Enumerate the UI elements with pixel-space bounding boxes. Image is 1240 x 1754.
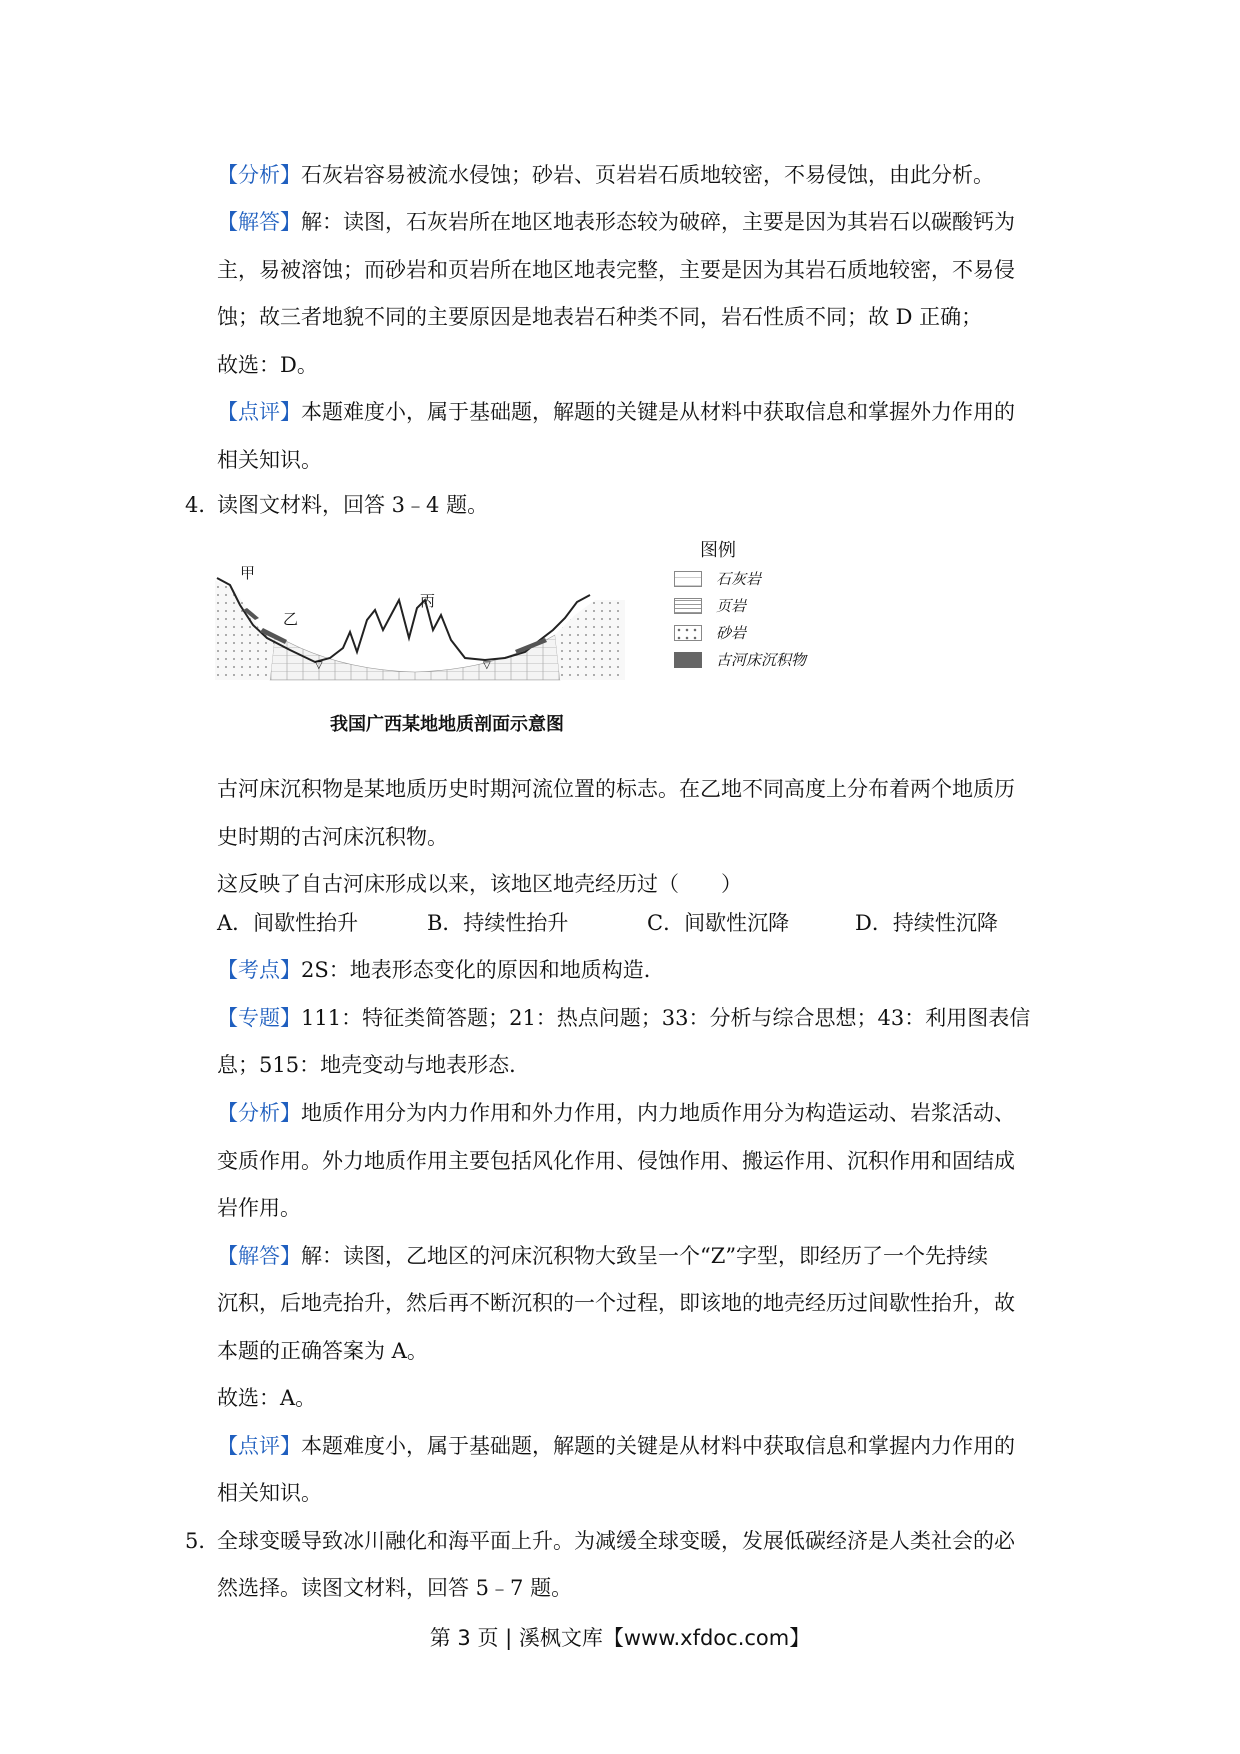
- label-yi: 乙: [283, 610, 299, 628]
- q4-comment-line-1: 【点评】本题难度小，属于基础题，解题的关键是从材料中获取信息和掌握内力作用的: [217, 1434, 1015, 1458]
- legend-swatch-sandstone: [674, 625, 702, 641]
- legend-sandstone: 砂岩: [716, 624, 747, 642]
- q4-answer-line-1: 【解答】解：读图，乙地区的河床沉积物大致呈一个“Z”字型，即经历了一个先持续: [217, 1244, 989, 1268]
- q4-text-line-2: 史时期的古河床沉积物。: [217, 825, 448, 849]
- option-a: A．间歇性抬升: [217, 911, 359, 935]
- comment-tag: 【点评】: [217, 400, 301, 424]
- analysis-tag: 【分析】: [217, 1101, 301, 1125]
- q3-answer-line-2: 主，易被溶蚀；而砂岩和页岩所在地区地表完整，主要是因为其岩石质地较密，不易侵: [217, 258, 1015, 282]
- river-marker-2: ▽: [483, 660, 491, 671]
- answer-tag: 【解答】: [217, 210, 301, 234]
- comment-tag: 【点评】: [217, 1434, 301, 1458]
- q4-choice: 故选：A。: [217, 1386, 317, 1410]
- q4-zhuanti-line-2: 息；515：地壳变动与地表形态．: [217, 1053, 531, 1077]
- q5-number: 5．: [185, 1529, 220, 1553]
- q4-zhuanti-line-1: 【专题】111：特征类简答题；21：热点问题；33：分析与综合思想；43：利用图表信: [217, 1006, 1031, 1030]
- q4-answer-line-2: 沉积，后地壳抬升，然后再不断沉积的一个过程，即该地的地壳经历过间歇性抬升，故: [217, 1291, 1015, 1315]
- legend-swatch-shale: [674, 598, 702, 614]
- answer-tag: 【解答】: [217, 1244, 301, 1268]
- legend-swatch-riverbed: [674, 652, 702, 668]
- diagram-caption: 我国广西某地地质剖面示意图: [330, 714, 564, 735]
- q5-text-line-1: 全球变暖导致冰川融化和海平面上升。为减缓全球变暖，发展低碳经济是人类社会的必: [217, 1529, 1015, 1553]
- option-b: B．持续性抬升: [427, 911, 569, 935]
- page-footer: 第 3 页 | 溪枫文库【www.xfdoc.com】: [429, 1626, 811, 1650]
- q3-choice: 故选：D。: [217, 353, 318, 377]
- kaodian-tag: 【考点】: [217, 958, 301, 982]
- q3-analysis: 【分析】石灰岩容易被流水侵蚀；砂岩、页岩岩石质地较密，不易侵蚀，由此分析。: [217, 163, 994, 187]
- q4-text-line-1: 古河床沉积物是某地质历史时期河流位置的标志。在乙地不同高度上分布着两个地质历: [217, 777, 1015, 801]
- analysis-tag: 【分析】: [217, 163, 301, 187]
- sandstone-right: [555, 600, 625, 680]
- limestone-layer: [270, 635, 560, 680]
- q3-answer-line-1: 【解答】解：读图，石灰岩所在地区地表形态较为破碎，主要是因为其岩石以碳酸钙为: [217, 210, 1015, 234]
- option-c: C．间歇性沉降: [647, 911, 790, 935]
- q3-answer-line-3: 蚀；故三者地貌不同的主要原因是地表岩石种类不同，岩石性质不同；故 D 正确；: [217, 305, 983, 329]
- q4-analysis-line-3: 岩作用。: [217, 1196, 301, 1220]
- geologic-cross-section: [215, 560, 625, 685]
- label-jia: 甲: [240, 564, 256, 582]
- river-marker-1: ▽: [315, 660, 323, 671]
- q4-intro: 读图文材料，回答 3﹣4 题。: [217, 493, 489, 517]
- q4-stem: 这反映了自古河床形成以来，该地区地壳经历过（ ）: [217, 872, 742, 896]
- legend-limestone: 石灰岩: [716, 570, 762, 588]
- q4-analysis-line-2: 变质作用。外力地质作用主要包括风化作用、侵蚀作用、搬运作用、沉积作用和固结成: [217, 1149, 1015, 1173]
- legend-title: 图例: [700, 540, 736, 561]
- q3-comment-line-2: 相关知识。: [217, 448, 322, 472]
- legend-riverbed: 古河床沉积物: [716, 651, 807, 669]
- q4-number: 4．: [185, 493, 220, 517]
- q4-analysis-line-1: 【分析】地质作用分为内力作用和外力作用，内力地质作用分为构造运动、岩浆活动、: [217, 1101, 1015, 1125]
- q5-text-line-2: 然选择。读图文材料，回答 5﹣7 题。: [217, 1576, 573, 1600]
- zhuanti-tag: 【专题】: [217, 1006, 301, 1030]
- legend-shale: 页岩: [716, 597, 747, 615]
- q3-comment-line-1: 【点评】本题难度小，属于基础题，解题的关键是从材料中获取信息和掌握外力作用的: [217, 400, 1015, 424]
- q4-comment-line-2: 相关知识。: [217, 1481, 322, 1505]
- option-d: D．持续性沉降: [855, 911, 998, 935]
- q4-kaodian: 【考点】2S：地表形态变化的原因和地质构造．: [217, 958, 665, 982]
- q4-answer-line-3: 本题的正确答案为 A。: [217, 1339, 428, 1363]
- label-bing: 丙: [420, 592, 436, 610]
- legend-swatch-limestone: [674, 571, 702, 587]
